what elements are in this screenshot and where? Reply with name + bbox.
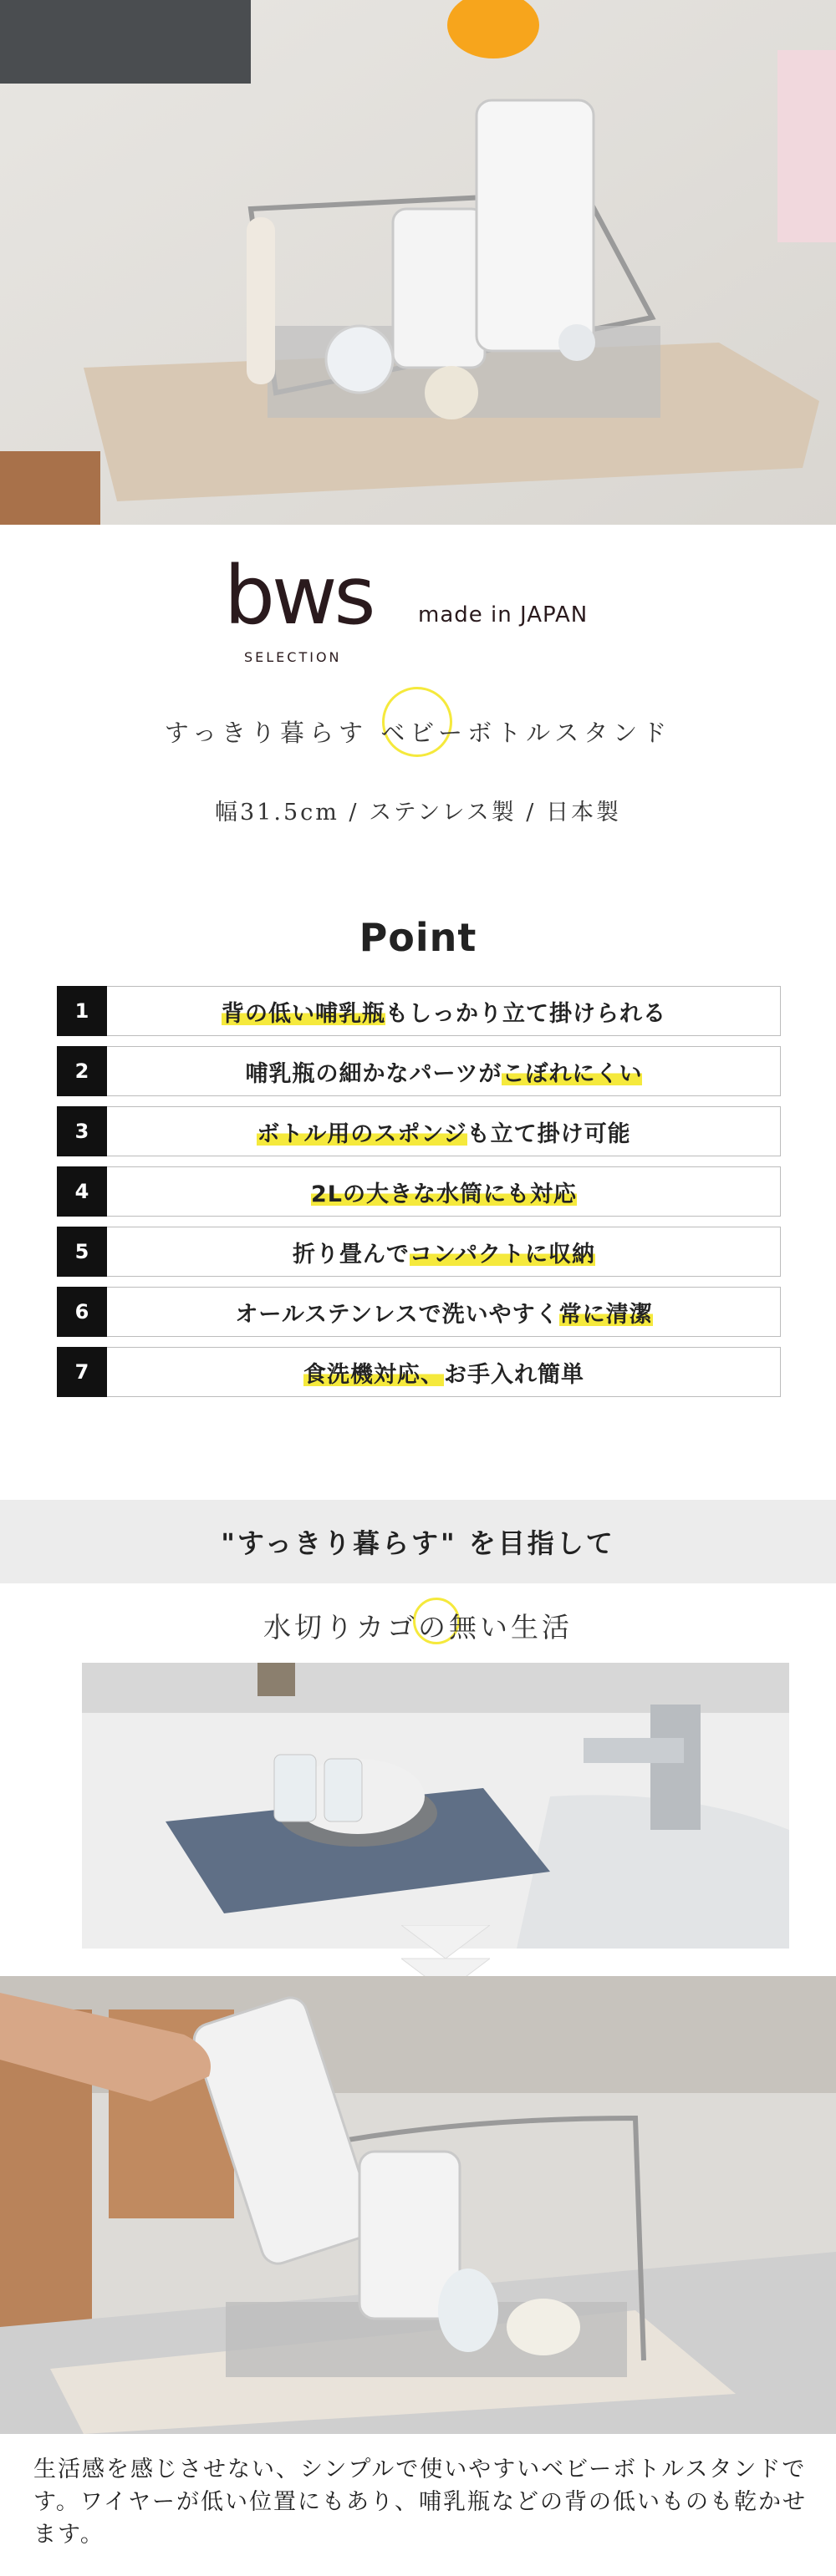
- point-number: 7: [57, 1347, 107, 1397]
- point-number: 5: [57, 1227, 107, 1277]
- point-row: [57, 1046, 781, 1096]
- tagline: すっきり暮らす ベビーボトルスタンド: [164, 719, 672, 747]
- point-number: 2: [57, 1046, 107, 1096]
- point-text: [108, 1227, 780, 1276]
- stand-in-use-photo: [0, 1976, 836, 2434]
- point-highlight: 2Lの大きな水筒にも対応: [311, 1176, 577, 1208]
- point-highlight: ボトル用のスポンジ: [257, 1115, 466, 1148]
- point-highlight: 食洗機対応、: [303, 1356, 444, 1389]
- point-number: 3: [57, 1106, 107, 1156]
- points-heading: Point: [359, 915, 477, 960]
- brand-logo: bws: [224, 549, 373, 643]
- point-text: [108, 1047, 780, 1095]
- point-row: [57, 1287, 781, 1337]
- point-number: 4: [57, 1166, 107, 1217]
- point-row: [57, 986, 781, 1036]
- point-highlight: コンパクトに収納: [410, 1236, 595, 1268]
- brand-block: [0, 549, 836, 681]
- points-list: [57, 986, 781, 1407]
- point-number: 6: [57, 1287, 107, 1337]
- point-text: [108, 987, 780, 1035]
- point-row: [57, 1106, 781, 1156]
- point-text-part: も立て掛け可能: [466, 1120, 631, 1147]
- point-row: [57, 1227, 781, 1277]
- point-highlight: 背の低い哺乳瓶: [222, 995, 385, 1028]
- point-row: [57, 1347, 781, 1397]
- point-highlight: 常に清潔: [559, 1296, 653, 1329]
- point-text: [108, 1348, 780, 1396]
- section-title: "すっきり暮らす" を目指して: [221, 1527, 615, 1559]
- point-row: [57, 1166, 781, 1217]
- point-text: [108, 1107, 780, 1156]
- point-text-part: もしっかり立て掛けられる: [385, 1000, 666, 1027]
- hero-product-photo: [0, 0, 836, 525]
- point-text: [108, 1288, 780, 1336]
- point-highlight: こぼれにくい: [502, 1055, 642, 1088]
- point-text-part: 折り畳んで: [292, 1241, 410, 1268]
- point-text-part: お手入れ簡単: [444, 1361, 584, 1388]
- point-text-part: 哺乳瓶の細かなパーツが: [245, 1060, 502, 1087]
- point-number: 1: [57, 986, 107, 1036]
- section-band: [0, 1500, 836, 1583]
- point-text-part: オールステンレスで洗いやすく: [235, 1301, 559, 1328]
- product-specs: 幅31.5cm / ステンレス製 / 日本製: [215, 800, 621, 826]
- product-description: 生活感を感じさせない、シンプルで使いやすいベビーボトルスタンドです。ワイヤーが低い位置にもあり、哺乳瓶などの背の低いものも乾かせます。: [33, 2457, 808, 2548]
- section-subtitle: 水切りカゴの無い生活: [263, 1611, 573, 1644]
- sink-photo: [82, 1663, 789, 1949]
- point-text: [108, 1167, 780, 1216]
- made-in-label: made in JAPAN: [418, 602, 589, 627]
- brand-logo-sub: SELECTION: [244, 649, 342, 665]
